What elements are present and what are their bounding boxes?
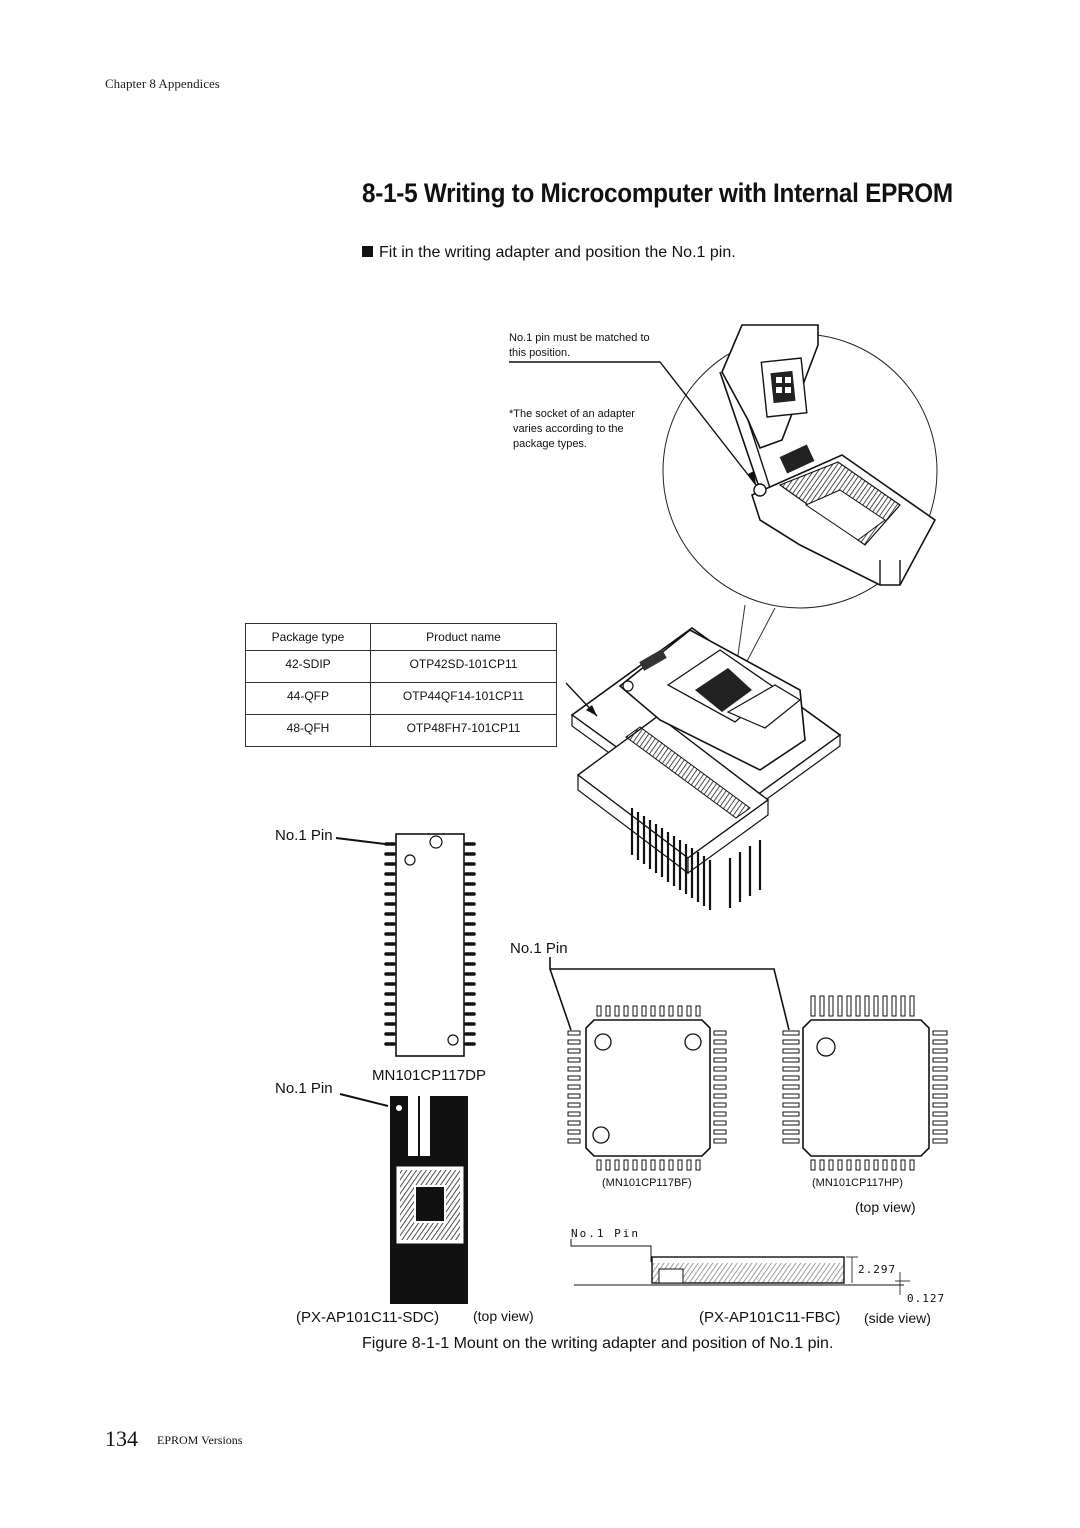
fbc-adapter-label: (PX-AP101C11-FBC) <box>699 1309 841 1326</box>
table-row <box>246 715 557 747</box>
dip-part-label: MN101CP117DP <box>372 1067 486 1084</box>
callout-line: this position. <box>509 347 571 359</box>
callout-line: package types. <box>513 438 587 450</box>
footer-book-title: EPROM Versions <box>157 1433 243 1447</box>
sdc-adapter-label: (PX-AP101C11-SDC) <box>296 1309 440 1326</box>
section-title: 8-1-5 Writing to Microcomputer with Internal EPROM <box>362 178 953 208</box>
adapter-socket-illustration <box>566 628 840 910</box>
dim-height-label: 2.297 <box>858 1263 897 1276</box>
qfp-chip-hp-illustration <box>783 996 947 1170</box>
callout-pin-position <box>509 331 650 361</box>
table-cell: OTP42SD-101CP11 <box>371 651 557 683</box>
qfp-hp-part-label: (MN101CP117HP) <box>812 1177 903 1189</box>
sdc-top-view-label: (top view) <box>473 1308 534 1324</box>
table-header: Package type <box>246 624 371 651</box>
table-cell: 42-SDIP <box>246 651 371 683</box>
page-number: 134 <box>105 1426 138 1451</box>
running-head: Chapter 8 Appendices <box>105 76 220 91</box>
sdc-adapter-illustration <box>340 1094 468 1304</box>
no1-pin-label-side: No.1 Pin <box>571 1227 640 1240</box>
figure-caption: Figure 8-1-1 Mount on the writing adapter and position of No.1 pin. <box>362 1335 834 1352</box>
table-row <box>246 683 557 715</box>
table-cell: OTP44QF14-101CP11 <box>371 683 557 715</box>
side-view-label: (side view) <box>864 1310 931 1326</box>
dip-chip-illustration <box>336 834 474 1056</box>
callout-line: No.1 pin must be matched to <box>509 332 650 344</box>
table-cell: 48-QFH <box>246 715 371 747</box>
qfp-bf-part-label: (MN101CP117BF) <box>602 1177 692 1189</box>
top-view-label: (top view) <box>855 1199 916 1215</box>
table-header-row <box>246 624 557 651</box>
no1-pin-label-sdc: No.1 Pin <box>275 1080 333 1097</box>
intro-label: Fit in the writing adapter and position the No.1 pin. <box>379 244 736 261</box>
socket-magnified-view <box>663 325 937 608</box>
table-header: Product name <box>371 624 557 651</box>
callout-socket-note <box>509 407 635 452</box>
table-cell: 44-QFP <box>246 683 371 715</box>
callout-line: varies according to the <box>513 423 624 435</box>
no1-pin-label-qfp: No.1 Pin <box>510 940 568 957</box>
dim-offset-label: 0.127 <box>907 1292 946 1305</box>
table-cell: OTP48FH7-101CP11 <box>371 715 557 747</box>
callout-line: *The socket of an adapter <box>509 408 635 420</box>
no1-pin-label-dip: No.1 Pin <box>275 827 333 844</box>
table-row <box>246 651 557 683</box>
qfp-chip-bf-illustration <box>568 1006 726 1170</box>
package-table <box>245 623 557 747</box>
